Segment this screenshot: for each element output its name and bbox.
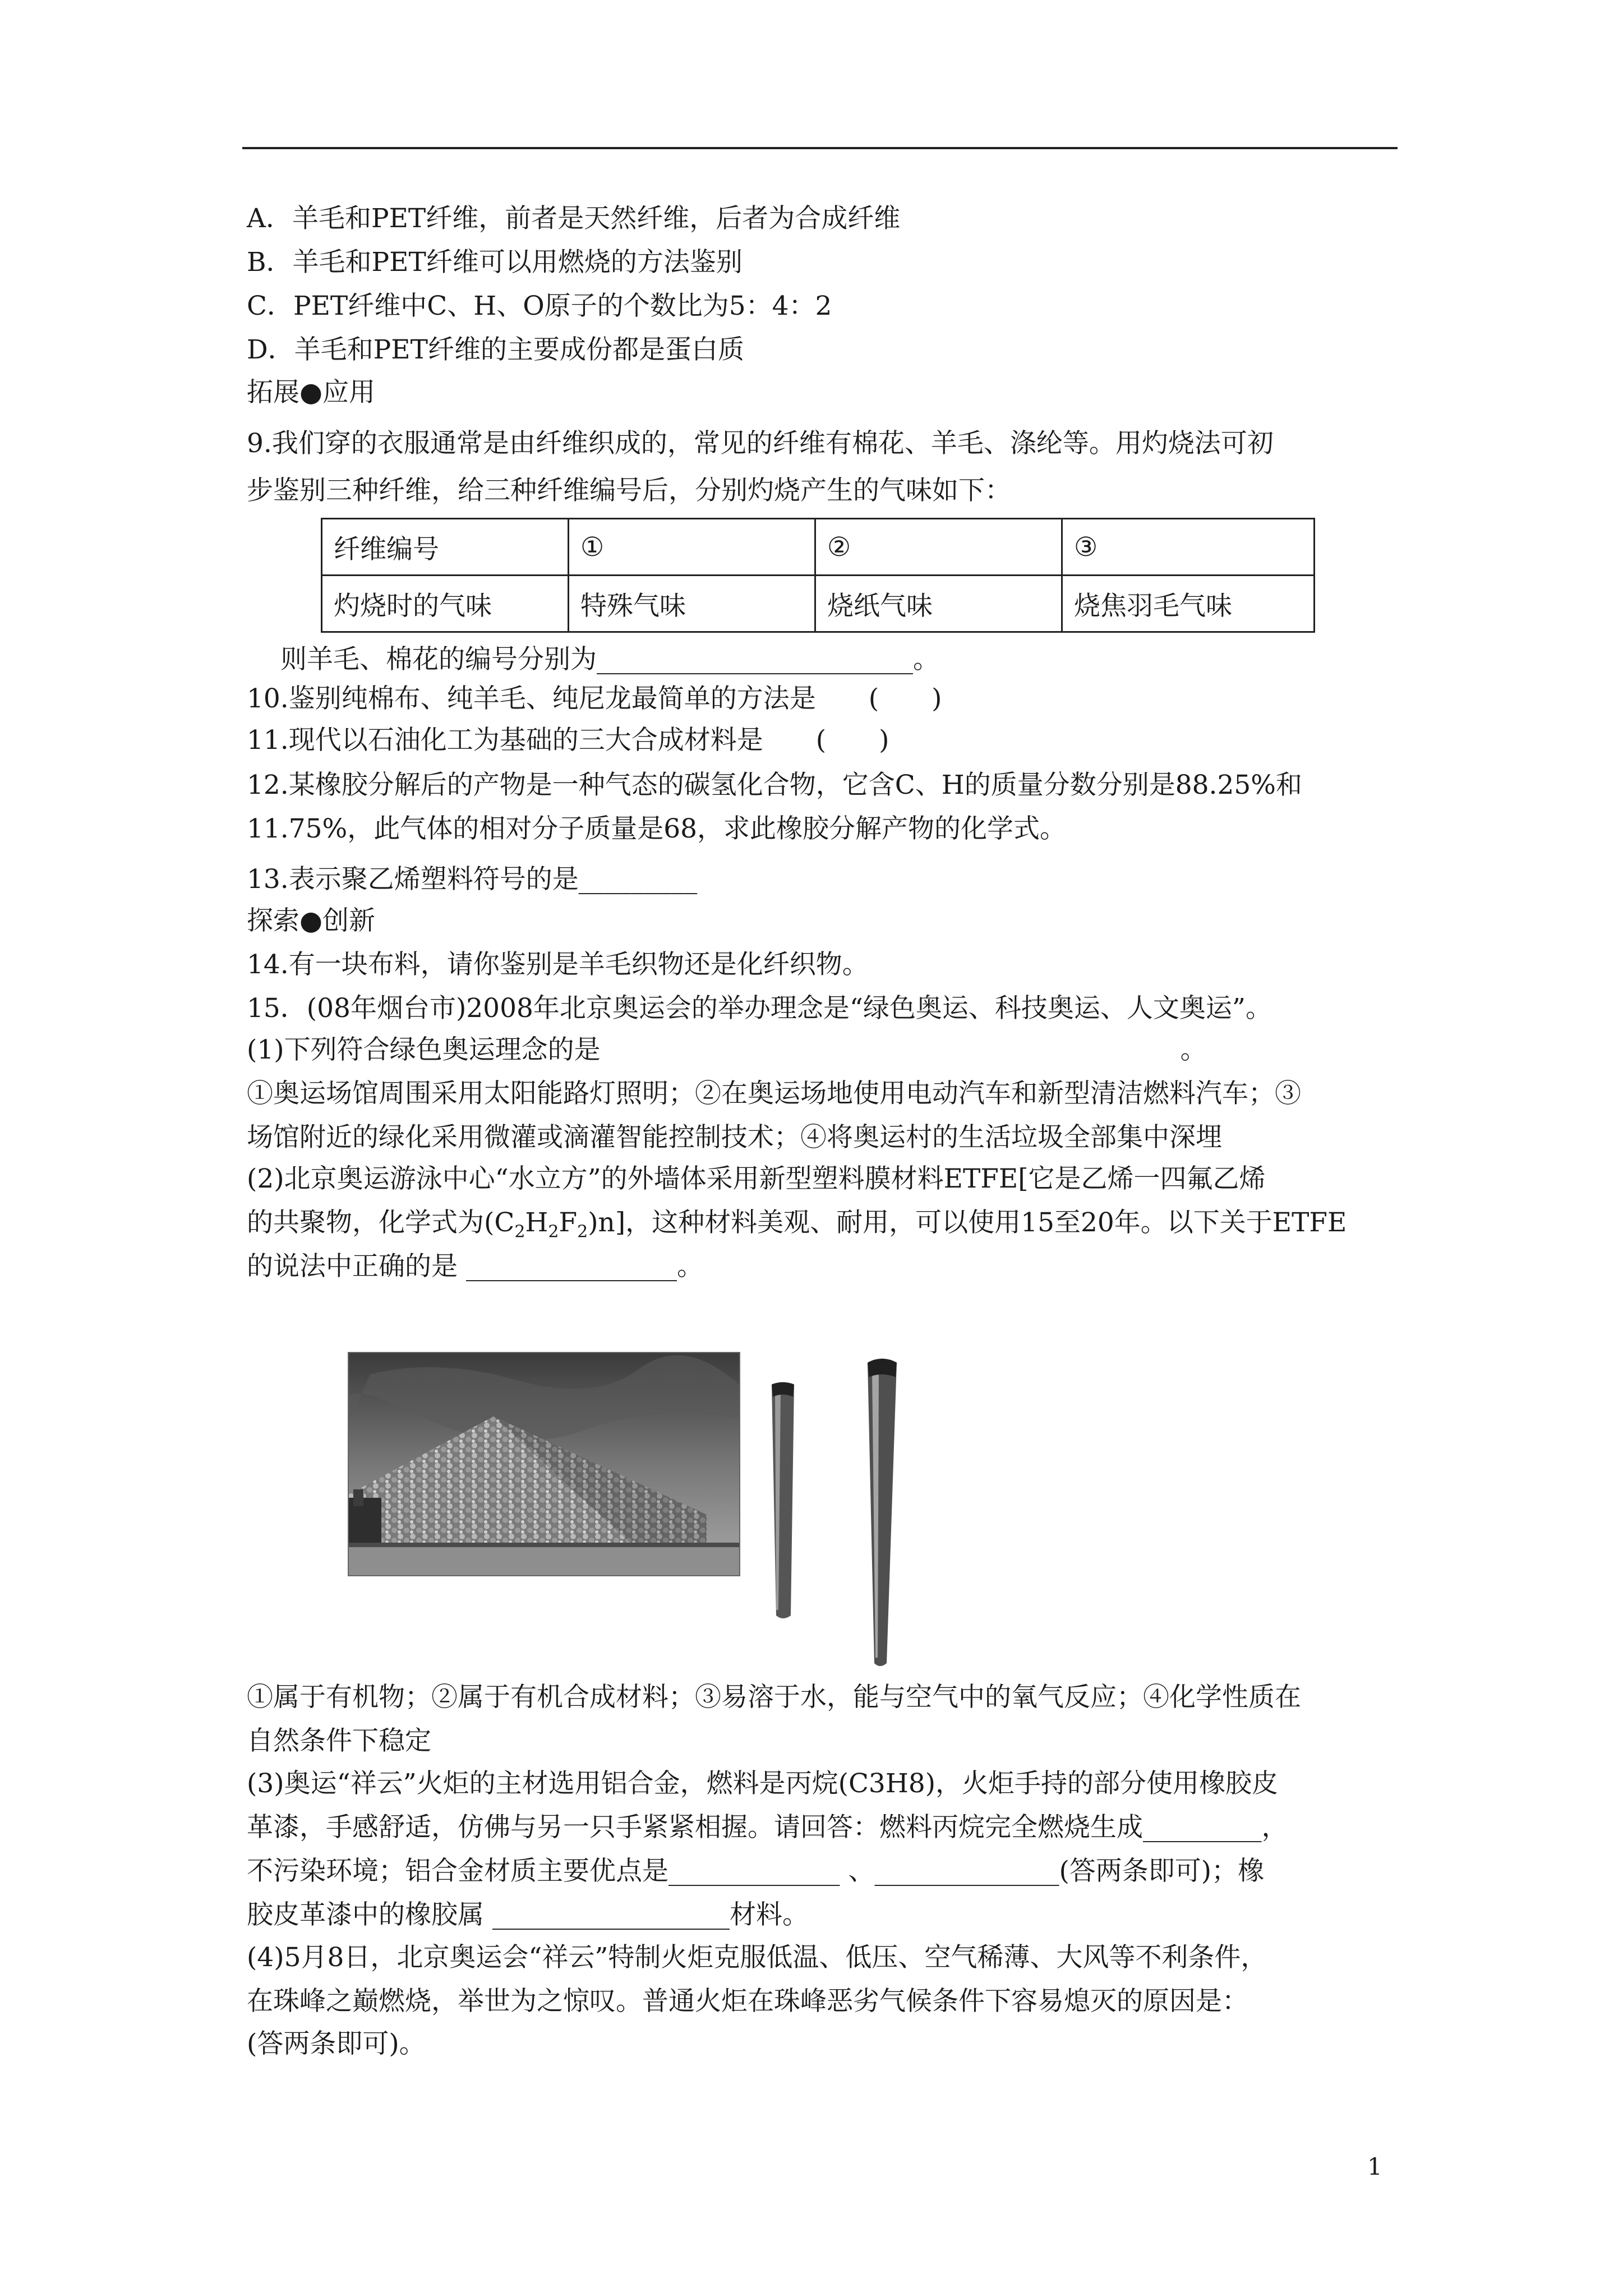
q15-p3-line2: 革漆，手感舒适，仿佛与另一只手紧紧相握。请回答：燃料丙烷完全燃烧生成_________， xyxy=(247,1812,1288,1843)
table-cell: 烧焦羽毛气味 xyxy=(1062,576,1315,632)
q12-line2: 11.75%，此气体的相对分子质量是68，求此橡胶分解产物的化学式。 xyxy=(247,813,1067,844)
torch-image-left xyxy=(764,1380,803,1621)
table-cell: 烧纸气味 xyxy=(815,576,1062,632)
q15-p3-line3: 不污染环境；铝合金材质主要优点是_____________ 、______________(答两条即可)；橡 xyxy=(247,1856,1265,1887)
table-cell: 纤维编号 xyxy=(322,519,569,576)
torch-image-right xyxy=(855,1355,906,1669)
q15-p1-question: (1)下列符合绿色奥运理念的是 。 xyxy=(247,1034,1207,1065)
q15-intro: 15．(08年烟台市)2008年北京奥运会的举办理念是“绿色奥运、科技奥运、人文奥运”。 xyxy=(247,993,1272,1024)
q12-line1: 12.某橡胶分解后的产物是一种气态的碳氢化合物，它含C、H的质量分数分别是88.25%和 xyxy=(247,770,1302,800)
table-cell: ① xyxy=(569,519,815,576)
q9-answer-line: 则羊毛、棉花的编号分别为________________________。 xyxy=(280,644,939,675)
q9-line2: 步鉴别三种纤维，给三种纤维编号后，分别灼烧产生的气味如下： xyxy=(247,475,1011,506)
q15-p4-line2: 在珠峰之巅燃烧，举世为之惊叹。普通火炬在珠峰恶劣气候条件下容易熄灭的原因是： xyxy=(247,1986,1248,2017)
table-cell: ③ xyxy=(1062,519,1315,576)
table-row xyxy=(322,519,1315,576)
q10: 10.鉴别纯棉布、纯羊毛、纯尼龙最简单的方法是 ( ) xyxy=(247,683,942,714)
section-heading-extend: 拓展●应用 xyxy=(247,377,376,408)
table-cell: ② xyxy=(815,519,1062,576)
q15-p3-line1: (3)奥运“祥云”火炬的主材选用铝合金，燃料是丙烷(C3H8)，火炬手持的部分使用橡胶皮 xyxy=(247,1768,1279,1799)
q15-p4-line1: (4)5月8日，北京奥运会“祥云”特制火炬克服低温、低压、空气稀薄、大风等不利条件， xyxy=(247,1942,1267,1973)
q9-line1: 9.我们穿的衣服通常是由纤维织成的，常见的纤维有棉花、羊毛、涤纶等。用灼烧法可初 xyxy=(247,428,1274,459)
option-b: B．羊毛和PET纤维可以用燃烧的方法鉴别 xyxy=(247,247,743,278)
table-row xyxy=(322,576,1315,632)
q15-p2-line3: 的说法中正确的是 ________________。 xyxy=(247,1251,703,1282)
q15-p2-line1: (2)北京奥运游泳中心“水立方”的外墙体采用新型塑料膜材料ETFE[它是乙烯一四氟乙烯 xyxy=(247,1163,1266,1194)
q15-p2-options-line2: 自然条件下稳定 xyxy=(247,1726,431,1756)
header-rule xyxy=(242,147,1398,149)
section-heading-explore: 探索●创新 xyxy=(247,905,376,936)
water-cube-photo xyxy=(348,1352,740,1576)
option-a: A．羊毛和PET纤维，前者是天然纤维，后者为合成纤维 xyxy=(247,203,901,234)
table-cell: 灼烧时的气味 xyxy=(322,576,569,632)
q11: 11.现代以石油化工为基础的三大合成材料是 ( ) xyxy=(247,725,889,756)
q15-p1-options-line1: ①奥运场馆周围采用太阳能路灯照明；②在奥运场地使用电动汽车和新型清洁燃料汽车；③ xyxy=(247,1078,1301,1109)
q15-p2-line2: 的共聚物，化学式为$(C_2H_2F_2)n$]，这种材料美观、耐用，可以使用15至20年。以下关于ETFE xyxy=(247,1207,1347,1242)
table-cell: 特殊气味 xyxy=(569,576,815,632)
option-d: D．羊毛和PET纤维的主要成份都是蛋白质 xyxy=(247,334,744,365)
q15-p4-line3: (答两条即可)。 xyxy=(247,2028,426,2059)
q13: 13.表示聚乙烯塑料符号的是_________ xyxy=(247,864,698,895)
q15-p2-options-line1: ①属于有机物；②属于有机合成材料；③易溶于水，能与空气中的氧气反应；④化学性质在 xyxy=(247,1682,1301,1713)
q15-p1-options-line2: 场馆附近的绿化采用微灌或滴灌智能控制技术；④将奥运村的生活垃圾全部集中深埋 xyxy=(247,1122,1222,1153)
fiber-odor-table xyxy=(321,518,1315,633)
q14: 14.有一块布料，请你鉴别是羊毛织物还是化纤织物。 xyxy=(247,949,869,980)
page-number: 1 xyxy=(1367,2153,1382,2180)
q15-p3-line4: 胶皮革漆中的橡胶属 __________________材料。 xyxy=(247,1899,809,1930)
option-c: C．PET纤维中C、H、O原子的个数比为5：4：2 xyxy=(247,291,832,321)
